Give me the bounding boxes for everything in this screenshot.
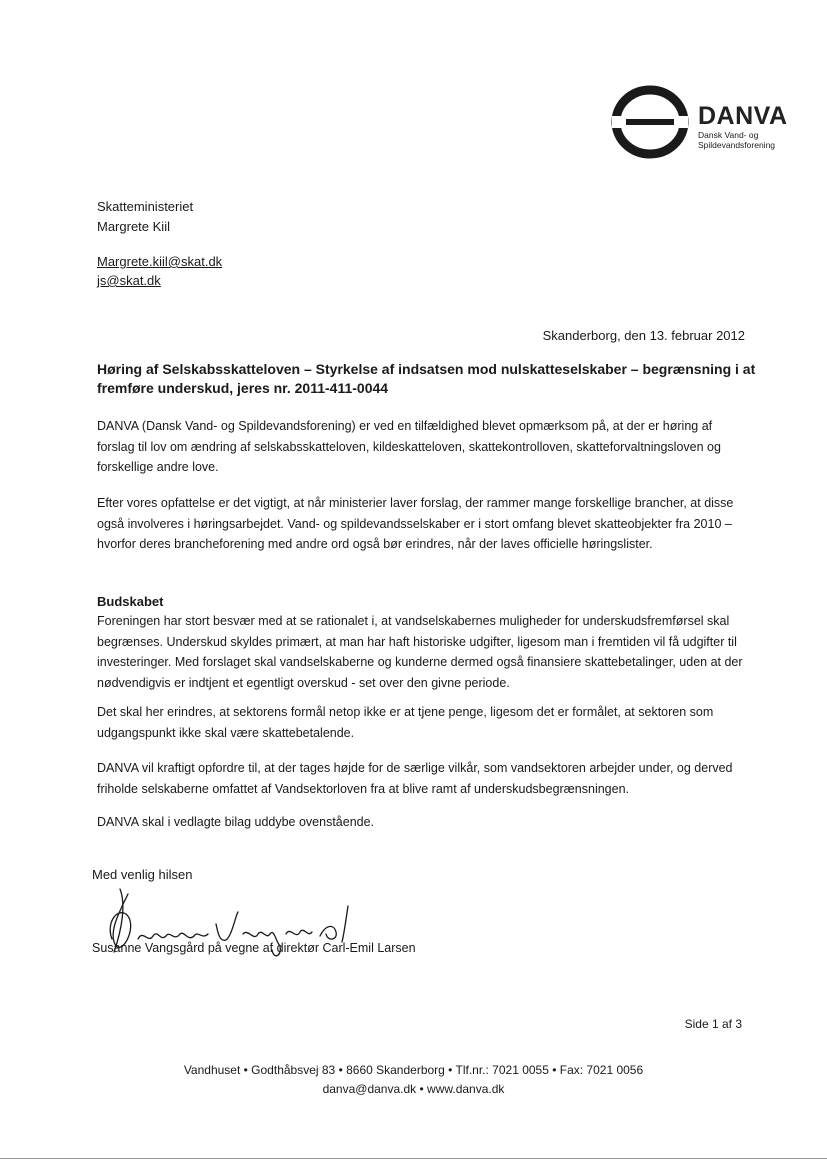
bottom-divider <box>0 1158 827 1159</box>
signer-name: Susanne Vangsgård på vegne af direktør Carl-Emil Larsen <box>92 941 416 955</box>
letter-subject: Høring af Selskabsskatteloven – Styrkelse af indsatsen mod nulskatteselskaber – begrænsning i at fremføre underskud, jeres nr. 2011-411-0044 <box>97 361 756 396</box>
body-paragraph-2: Efter vores opfattelse er det vigtigt, at når ministerier laver forslag, der rammer mange forskellige brancher, at disse også involveres i høringsarbejdet. Vand- og spildevandsselskaber er i stort omfang blevet skatteobjekter fra 2010 – hvorfor deres brancheforening med andre ord også bør erindres, når der laves officielle høringslister. <box>97 496 734 551</box>
body-paragraph-5: DANVA vil kraftigt opfordre til, at der tages højde for de særlige vilkår, som vandsektoren arbejder under, og derved friholde selskaberne omfattet af Vandsektorloven fra at blive ramt af underskudsbegrænsningen. <box>97 761 733 796</box>
danva-logo <box>608 82 798 162</box>
footer-contact: danva@danva.dk • www.danva.dk <box>322 1082 505 1096</box>
recipient-organization: Skatteministeriet <box>97 199 194 214</box>
letter-date: Skanderborg, den 13. februar 2012 <box>542 328 745 343</box>
logo-wordmark: DANVA <box>698 102 788 130</box>
logo-subtitle-line1: Dansk Vand- og <box>698 130 759 140</box>
body-paragraph-1: DANVA (Dansk Vand- og Spildevandsforening) er ved en tilfældighed blevet opmærksom på, at der er høring af forslag til lov om ændring af selskabsskatteloven, kildeskatteloven, skattekontrolloven, skatteforvaltningsloven og forskellige andre love. <box>97 419 721 474</box>
footer-address: Vandhuset • Godthåbsvej 83 • 8660 Skanderborg • Tlf.nr.: 7021 0055 • Fax: 7021 0056 <box>183 1063 644 1077</box>
page-number: Side 1 af 3 <box>684 1017 742 1031</box>
recipient-emails <box>97 252 222 290</box>
danva-logo-mark-icon <box>608 82 692 162</box>
closing-greeting: Med venlig hilsen <box>92 867 193 882</box>
recipient-email-2[interactable]: js@skat.dk <box>97 273 161 288</box>
body-paragraph-3: Foreningen har stort besvær med at se rationalet i, at vandselskabernes muligheder for underskudsfremførsel skal begrænses. Underskud skyldes primært, at man har haft historiske udgifter, ligesom man i fremtiden vil få udgifter til investeringer. Med forslaget skal vandselskaberne og kunderne dermed også finansiere skattebetalinger, uden at der nødvendigvis er indtjent et egentligt overskud - set over den givne periode. <box>97 614 743 690</box>
section-heading: Budskabet <box>97 594 164 609</box>
logo-subtitle-line2: Spildevandsforening <box>698 140 776 150</box>
body-paragraph-4: Det skal her erindres, at sektorens formål netop ikke er at tjene penge, ligesom det er formålet, at sektoren som udgangspunkt ikke skal være skattebetalende. <box>97 705 714 740</box>
recipient-email-1[interactable]: Margrete.kiil@skat.dk <box>97 254 223 269</box>
recipient-address <box>97 197 193 237</box>
body-paragraph-6: DANVA skal i vedlagte bilag uddybe ovenstående. <box>97 815 375 829</box>
recipient-person: Margrete Kiil <box>97 219 170 234</box>
